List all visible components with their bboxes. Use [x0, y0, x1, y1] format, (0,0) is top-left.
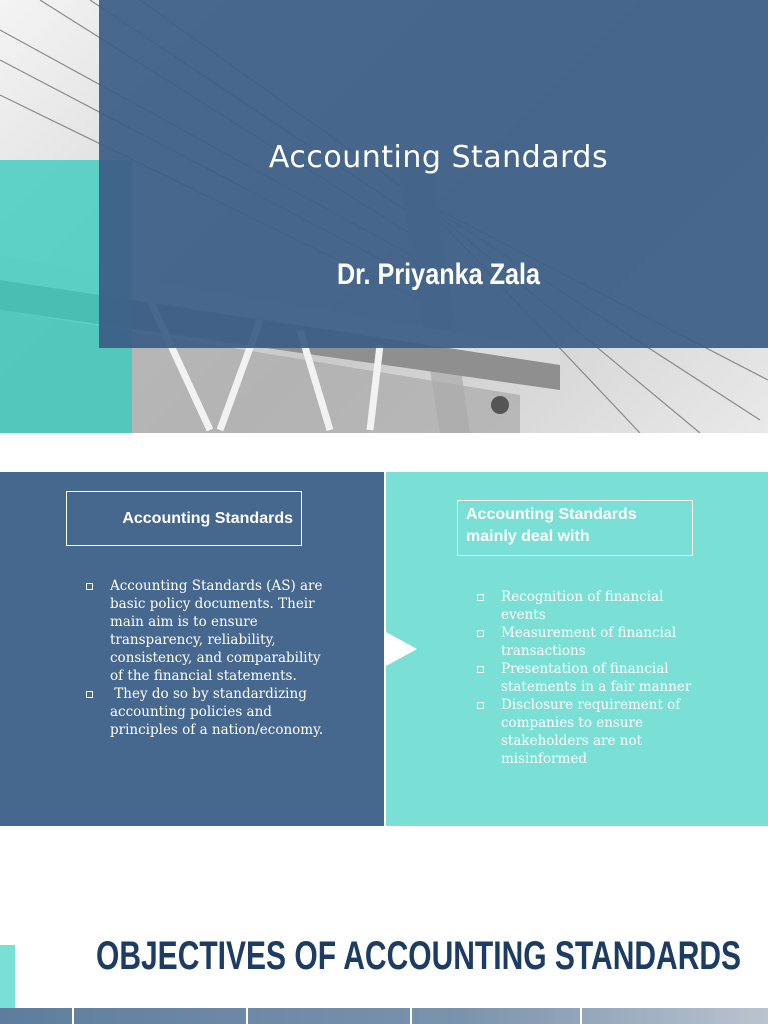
- list-item: Disclosure requirement of companies to ensure stakeholders are not misinformed: [501, 696, 701, 768]
- bullet-icon: [86, 691, 93, 698]
- right-heading-box: [457, 500, 693, 556]
- arrow-right-icon: [386, 632, 417, 666]
- objectives-slide: [0, 864, 768, 1024]
- author-name: Dr. Priyanka Zala: [336, 258, 541, 291]
- bullet-icon: [477, 666, 484, 673]
- band-divider: [72, 1008, 74, 1024]
- slide-title: Accounting Standards: [268, 140, 609, 175]
- bullet-icon: [477, 594, 484, 601]
- list-item: Presentation of financial statements in a fair manner: [501, 660, 701, 696]
- bottom-image-band: [0, 1008, 768, 1024]
- band-divider: [246, 1008, 248, 1024]
- left-bullet-list: [110, 577, 335, 739]
- right-heading: Accounting Standards mainly deal with: [466, 506, 637, 545]
- list-item: Accounting Standards (AS) are basic policy documents. Their main aim is to ensure transparency, reliability, consistency, and comparability of the financial statements.: [110, 577, 335, 685]
- title-slide: [0, 0, 768, 433]
- bullet-icon: [477, 630, 484, 637]
- band-divider: [410, 1008, 412, 1024]
- list-item: Measurement of financial transactions: [501, 624, 701, 660]
- bullet-icon: [477, 702, 484, 709]
- left-heading: Accounting Standards: [122, 509, 293, 527]
- list-item: Recognition of financial events: [501, 588, 701, 624]
- definition-slide: [0, 472, 768, 826]
- right-bullet-list: [501, 588, 701, 768]
- objectives-title: OBJECTIVES OF ACCOUNTING STANDARDS: [96, 934, 742, 978]
- band-divider: [580, 1008, 582, 1024]
- bullet-icon: [86, 583, 93, 590]
- left-heading-box: [66, 491, 302, 546]
- list-item: They do so by standardizing accounting policies and principles of a nation/economy.: [110, 685, 335, 739]
